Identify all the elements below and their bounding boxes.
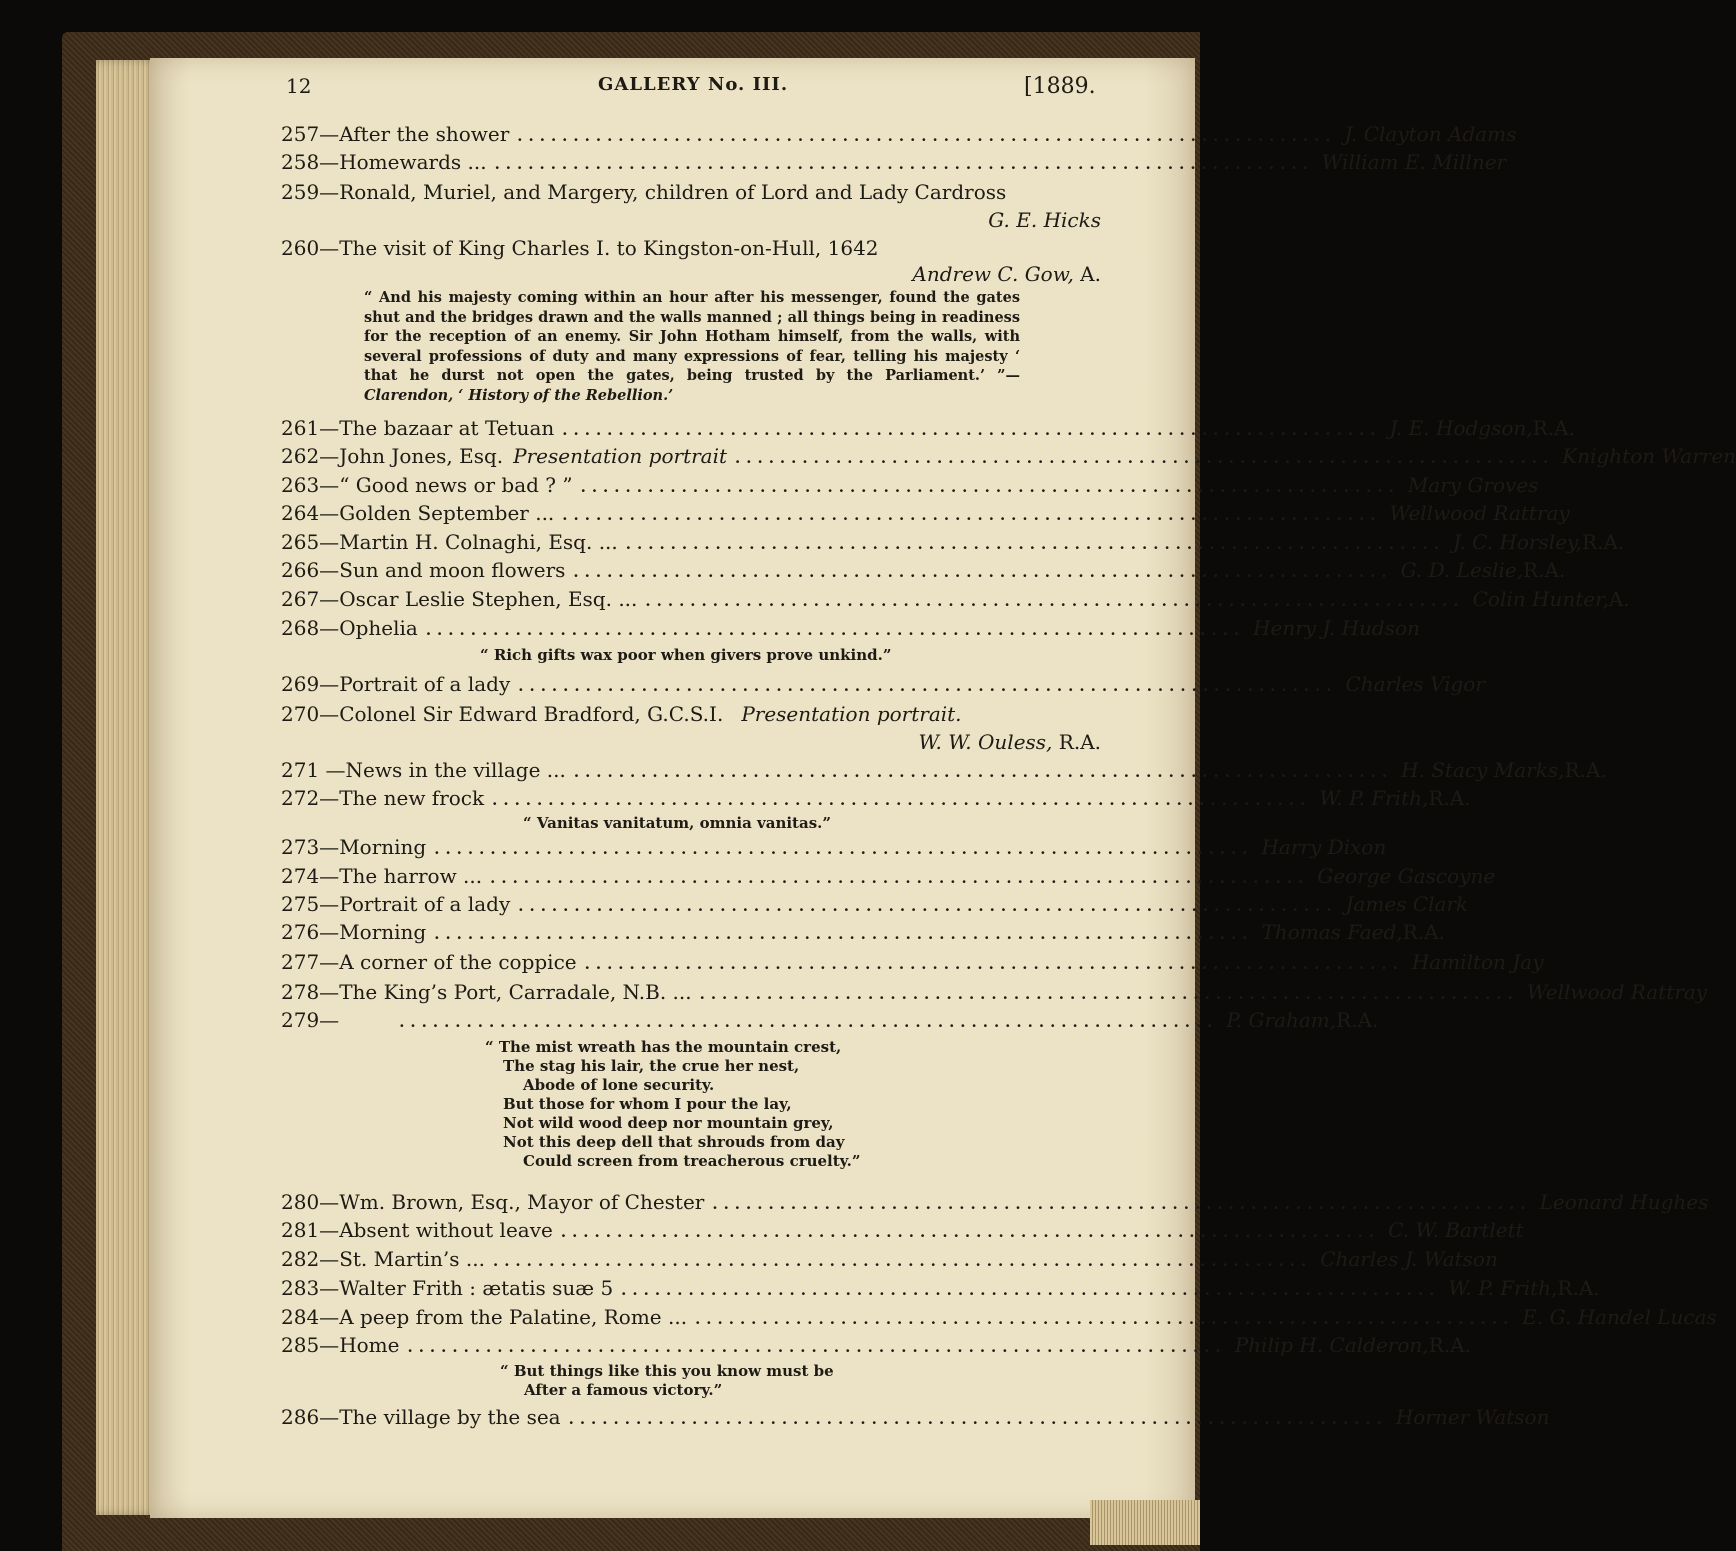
page-number: 12 xyxy=(286,74,312,98)
leader-dots: ......................................................................... xyxy=(492,1252,1313,1270)
catalogue-entry xyxy=(281,150,1507,180)
entry-artist: James Clark xyxy=(1345,892,1469,916)
entry-title: “ Good news or bad ? ” xyxy=(339,473,573,497)
verse-line: Could screen from treacherous cruelty.” xyxy=(523,1152,861,1170)
running-year: [1889. xyxy=(1024,74,1096,99)
leader-dots: ......................................................................... xyxy=(518,897,1338,915)
leader-dots: ......................................................................... xyxy=(580,478,1400,496)
entry-artist: Andrew C. Gow, xyxy=(912,262,1074,286)
entry-rank: R.A. xyxy=(1564,758,1607,782)
entry-artist: Colin Hunter, xyxy=(1472,587,1609,611)
entry-title: The harrow ... xyxy=(339,864,483,888)
entry-quotation xyxy=(364,288,1020,405)
leader-dots: ......................................................................... xyxy=(490,869,1310,887)
leader-dots: ......................................................................... xyxy=(573,763,1394,781)
entry-number: 274— xyxy=(281,864,340,888)
catalogue-entry xyxy=(281,473,1539,503)
entry-number: 263— xyxy=(281,473,340,497)
entry-title: Ophelia xyxy=(339,616,418,640)
entry-title: Oscar Leslie Stephen, Esq. ... xyxy=(339,587,638,611)
catalogue-entry xyxy=(281,1333,1471,1363)
entry-rank: R.A. xyxy=(1428,786,1471,810)
catalogue-entry xyxy=(281,416,1575,446)
catalogue-entry xyxy=(281,1305,1717,1335)
catalogue-entry xyxy=(281,1008,1379,1038)
entry-artist: Philip H. Calderon, xyxy=(1234,1333,1429,1357)
entry-title: The new frock xyxy=(339,786,485,810)
leader-dots: ......................................................................... xyxy=(621,1281,1441,1299)
entry-artist-line xyxy=(560,262,1101,286)
entry-number: 268— xyxy=(281,616,340,640)
entry-artist: G. E. Hicks xyxy=(988,208,1101,232)
catalogue-entry xyxy=(281,786,1471,816)
leader-dots: ......................................................................... xyxy=(399,1013,1219,1031)
catalogue-entry xyxy=(281,587,1630,617)
entry-artist: Knighton Warren xyxy=(1562,444,1736,468)
entry-number: 258— xyxy=(281,150,340,174)
entry-title: The King’s Port, Carradale, N.B. ... xyxy=(339,980,692,1004)
leader-dots: ......................................................................... xyxy=(518,677,1338,695)
entry-rank: R.A. xyxy=(1052,730,1101,754)
entry-number: 279— xyxy=(281,1008,340,1032)
catalogue-entry xyxy=(281,1190,1709,1220)
entry-number: 257— xyxy=(281,122,340,146)
entry-title: St. Martin’s ... xyxy=(339,1247,485,1271)
entry-title: Home xyxy=(339,1333,400,1357)
catalogue-entry xyxy=(281,530,1625,560)
entry-title: Colonel Sir Edward Bradford, G.C.S.I. xyxy=(339,702,724,726)
entry-rank: R.A. xyxy=(1402,920,1445,944)
entry-artist: Leonard Hughes xyxy=(1539,1190,1709,1214)
entry-quotation: “ Vanitas vanitatum, omnia vanitas.” xyxy=(523,814,831,832)
entry-artist: E. G. Handel Lucas xyxy=(1522,1305,1717,1329)
leader-dots: ......................................................................... xyxy=(735,449,1555,467)
entry-verse xyxy=(500,1362,834,1400)
catalogue-entry xyxy=(281,1276,1600,1306)
entry-title-note: Presentation portrait xyxy=(513,444,728,468)
verse-line: Abode of lone security. xyxy=(523,1076,715,1094)
catalogue-entry xyxy=(281,444,1736,474)
leader-dots: ......................................................................... xyxy=(573,563,1393,581)
entry-number: 266— xyxy=(281,558,340,582)
leader-dots: ......................................................................... xyxy=(562,506,1382,524)
catalogue-entry xyxy=(281,892,1469,922)
entry-title: Portrait of a lady xyxy=(339,672,511,696)
entry-verse xyxy=(485,1038,861,1171)
entry-artist: Thomas Faed, xyxy=(1261,920,1403,944)
entry-number: 267— xyxy=(281,587,340,611)
leader-dots: ......................................................................... xyxy=(645,592,1465,610)
entry-number: 280— xyxy=(281,1190,340,1214)
catalogue-entry xyxy=(281,702,1101,732)
verse-line: “ The mist wreath has the mountain crest, xyxy=(485,1038,842,1056)
entry-artist: George Gascoyne xyxy=(1317,864,1496,888)
entry-number: 270— xyxy=(281,702,340,726)
verse-line: After a famous victory.” xyxy=(524,1381,723,1399)
entry-number: 260— xyxy=(281,236,340,260)
entry-artist: William E. Millner xyxy=(1321,150,1507,174)
leader-dots: ......................................................................... xyxy=(425,621,1246,639)
entry-rank: R.A. xyxy=(1532,416,1575,440)
leader-dots: ......................................................................... xyxy=(699,985,1519,1003)
entry-title: Absent without leave xyxy=(339,1218,553,1242)
entry-title-note: Presentation portrait. xyxy=(741,702,962,726)
entry-artist: Wellwood Rattray xyxy=(1389,501,1570,525)
verse-line: “ But things like this you know must be xyxy=(500,1362,834,1380)
quotation-text: “ And his majesty coming within an hour after his messenger, found the gates shut and the bridges drawn and the walls manned ; all things being in readiness for the reception of an enemy. Sir John Hotham himself, from the walls, with several professions of duty and many expressions of fear, telling his majesty ‘ that he durst not open the gates, being trusted by the Parliament.’ ”— xyxy=(364,289,1020,384)
entry-artist: H. Stacy Marks, xyxy=(1401,758,1565,782)
verse-line: The stag his lair, the crue her nest, xyxy=(503,1057,800,1075)
catalogue-entry xyxy=(281,835,1387,865)
entry-artist: C. W. Bartlett xyxy=(1388,1218,1524,1242)
entry-title: A peep from the Palatine, Rome ... xyxy=(339,1305,688,1329)
leader-dots: ......................................................................... xyxy=(562,421,1382,439)
entry-number: 283— xyxy=(281,1276,340,1300)
catalogue-entry xyxy=(281,672,1485,702)
catalogue-entry xyxy=(281,950,1544,980)
entry-title: Morning xyxy=(339,835,427,859)
entry-number: 278— xyxy=(281,980,340,1004)
entry-rank: R.A. xyxy=(1428,1333,1471,1357)
entry-artist: W. P. Frith, xyxy=(1448,1276,1558,1300)
entry-artist: J. E. Hodgson, xyxy=(1389,416,1533,440)
entry-number: 271 — xyxy=(281,758,346,782)
entry-title: Homewards ... xyxy=(339,150,487,174)
entry-number: 276— xyxy=(281,920,340,944)
catalogue-entry xyxy=(281,1247,1498,1277)
entry-rank: R.A. xyxy=(1336,1008,1379,1032)
verse-line: But those for whom I pour the lay, xyxy=(503,1095,792,1113)
leader-dots: ......................................................................... xyxy=(568,1410,1388,1428)
leader-dots: ......................................................................... xyxy=(560,1223,1381,1241)
entry-artist: J. Clayton Adams xyxy=(1344,122,1517,146)
leader-dots: ......................................................................... xyxy=(434,840,1254,858)
entry-title: Martin H. Colnaghi, Esq. ... xyxy=(339,530,618,554)
entry-title: The bazaar at Tetuan xyxy=(339,416,555,440)
entry-rank: R.A. xyxy=(1557,1276,1600,1300)
entry-artist: Horner Watson xyxy=(1395,1405,1550,1429)
entry-rank: R.A. xyxy=(1582,530,1625,554)
leader-dots: ......................................................................... xyxy=(712,1195,1532,1213)
entry-number: 275— xyxy=(281,892,340,916)
entry-artist-line xyxy=(560,208,1101,232)
entry-number: 259— xyxy=(281,180,340,204)
entry-number: 272— xyxy=(281,786,340,810)
entry-title: Walter Frith : ætatis suæ 5 xyxy=(339,1276,614,1300)
entry-rank: R.A. xyxy=(1523,558,1566,582)
catalogue-entry xyxy=(281,864,1496,894)
catalogue-entry xyxy=(281,616,1420,646)
catalogue-entry xyxy=(281,758,1607,788)
entry-artist: Charles Vigor xyxy=(1345,672,1485,696)
leader-dots: ......................................................................... xyxy=(434,925,1254,943)
leader-dots: ......................................................................... xyxy=(584,955,1404,973)
entry-artist: P. Graham, xyxy=(1226,1008,1337,1032)
entry-number: 281— xyxy=(281,1218,340,1242)
entry-rank: A. xyxy=(1608,587,1630,611)
leader-dots: ......................................................................... xyxy=(695,1310,1515,1328)
entry-number: 282— xyxy=(281,1247,340,1271)
entry-artist: Henry J. Hudson xyxy=(1253,616,1420,640)
catalogue-entry xyxy=(281,1218,1524,1248)
verse-line: Not wild wood deep nor mountain grey, xyxy=(503,1114,834,1132)
leader-dots: ......................................................................... xyxy=(492,791,1312,809)
entry-artist: Mary Groves xyxy=(1407,473,1539,497)
entry-title: The visit of King Charles I. to Kingston-on-Hull, 1642 xyxy=(339,236,879,260)
entry-artist: Charles J. Watson xyxy=(1320,1247,1498,1271)
entry-number: 285— xyxy=(281,1333,340,1357)
entry-number: 264— xyxy=(281,501,340,525)
entry-number: 261— xyxy=(281,416,340,440)
leader-dots: ......................................................................... xyxy=(517,127,1337,145)
entry-number: 262— xyxy=(281,444,340,468)
entry-artist: W. P. Frith, xyxy=(1319,786,1429,810)
quotation-source: Clarendon, ‘ History of the Rebellion.’ xyxy=(364,386,674,404)
catalogue-entry xyxy=(281,122,1517,152)
catalogue-entry xyxy=(281,558,1566,588)
entry-artist: J. C. Horsley, xyxy=(1453,530,1583,554)
entry-number: 269— xyxy=(281,672,340,696)
entry-artist: Wellwood Rattray xyxy=(1526,980,1708,1004)
catalogue-entry xyxy=(281,501,1570,531)
entry-title: John Jones, Esq. xyxy=(339,444,504,468)
entry-number: 277— xyxy=(281,950,340,974)
entry-title: Portrait of a lady xyxy=(339,892,511,916)
entry-title: After the shower xyxy=(339,122,510,146)
catalogue-entry xyxy=(281,180,1101,210)
entry-title: Sun and moon flowers xyxy=(339,558,566,582)
entry-title: Ronald, Muriel, and Margery, children of Lord and Lady Cardross xyxy=(339,180,1007,204)
entry-number: 286— xyxy=(281,1405,340,1429)
entry-title: A corner of the coppice xyxy=(339,950,577,974)
running-title: GALLERY No. III. xyxy=(598,74,789,95)
catalogue-entry xyxy=(281,1405,1550,1435)
catalogue-entry xyxy=(281,920,1445,950)
entry-artist: Hamilton Jay xyxy=(1411,950,1544,974)
entry-artist-line xyxy=(560,730,1101,754)
entry-title: The village by the sea xyxy=(339,1405,561,1429)
entry-title: Wm. Brown, Esq., Mayor of Chester xyxy=(339,1190,705,1214)
catalogue-entry xyxy=(281,980,1708,1010)
entry-number: 273— xyxy=(281,835,340,859)
entry-artist: W. W. Ouless, xyxy=(918,730,1053,754)
entry-number: 284— xyxy=(281,1305,340,1329)
entry-title: Morning xyxy=(339,920,427,944)
entry-title: News in the village ... xyxy=(345,758,566,782)
entry-quotation: “ Rich gifts wax poor when givers prove unkind.” xyxy=(480,646,892,664)
entry-artist: G. D. Leslie, xyxy=(1400,558,1524,582)
entry-rank: A. xyxy=(1073,262,1101,286)
entry-title: Golden September ... xyxy=(339,501,555,525)
verse-line: Not this deep dell that shrouds from day xyxy=(503,1133,845,1151)
leader-dots: ......................................................................... xyxy=(407,1338,1227,1356)
leader-dots: ......................................................................... xyxy=(625,535,1445,553)
entry-artist: Harry Dixon xyxy=(1261,835,1387,859)
entry-number: 265— xyxy=(281,530,340,554)
leader-dots: ......................................................................... xyxy=(494,155,1314,173)
